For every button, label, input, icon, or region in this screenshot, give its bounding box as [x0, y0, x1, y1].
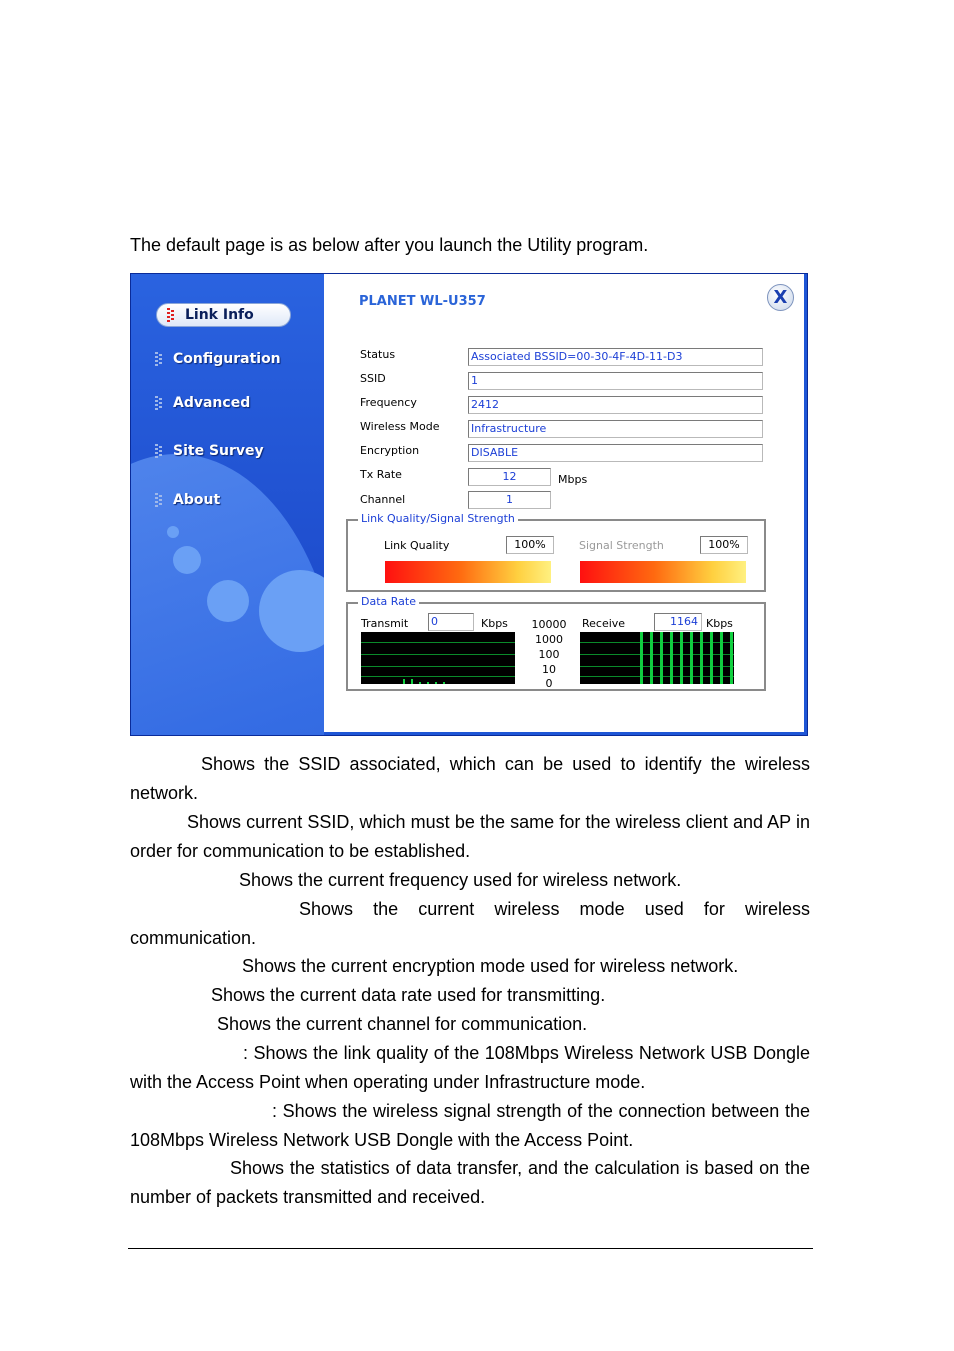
close-button[interactable]: [767, 284, 794, 311]
scale-label: 1000: [535, 633, 563, 646]
signal-strength-bar: [580, 561, 746, 583]
nav-bars-icon: [155, 493, 165, 507]
footer-divider: [128, 1248, 813, 1249]
graph-gridline: [361, 642, 515, 643]
graph-bar: [660, 632, 663, 684]
description-text: Shows the statistics of data transfer, and the calculation is based on the number of packets transmitted and received.: [130, 1158, 810, 1207]
graph-gridline: [361, 666, 515, 667]
sidebar-item-about[interactable]: [155, 492, 220, 508]
tx-rate-label: Tx Rate: [360, 468, 402, 481]
frequency-label: Frequency: [360, 396, 417, 409]
nav-bars-icon: [155, 352, 165, 366]
bubble-decoration: [173, 546, 201, 574]
status-label: Status: [360, 348, 396, 361]
encryption-value: DISABLE: [468, 444, 763, 462]
description-status: [130, 750, 810, 808]
receive-unit: Kbps: [706, 617, 733, 630]
description-text: Shows the SSID associated, which can be used to identify the wireless network.: [130, 754, 810, 803]
status-value: Associated BSSID=00-30-4F-4D-11-D3: [468, 348, 763, 366]
channel-value: 1: [468, 491, 551, 509]
encryption-label: Encryption: [360, 444, 420, 457]
scale-label: 10000: [531, 618, 567, 631]
graph-bar: [443, 682, 445, 684]
sidebar-item-label: Site Survey: [173, 443, 264, 459]
sidebar: [131, 274, 324, 736]
sidebar-item-label: About: [173, 492, 221, 508]
nav-bars-icon: [155, 396, 165, 410]
description-data-rate: [130, 1154, 810, 1212]
graph-bar: [720, 632, 723, 684]
link-info-panel: [324, 274, 804, 732]
scale-label: 0: [545, 677, 553, 690]
link-quality-value: 100%: [506, 536, 554, 554]
utility-window: [130, 273, 808, 736]
description-encryption: [130, 952, 810, 981]
channel-label: Channel: [360, 493, 406, 506]
tx-rate-unit: Mbps: [558, 473, 588, 486]
link-quality-group-title: Link Quality/Signal Strength: [358, 512, 518, 525]
receive-value: 1164: [654, 613, 702, 631]
receive-label: Receive: [582, 617, 626, 630]
bubble-decoration: [207, 580, 249, 622]
wireless-mode-label: Wireless Mode: [360, 420, 440, 433]
graph-bar: [427, 682, 429, 684]
nav-bars-icon: [155, 444, 165, 458]
data-rate-group-title: Data Rate: [358, 595, 419, 608]
signal-strength-value: 100%: [700, 536, 748, 554]
signal-strength-label: Signal Strength: [579, 539, 664, 552]
nav-bars-icon: [167, 308, 177, 322]
description-tx-rate: [130, 981, 810, 1010]
sidebar-item-label: Link Info: [185, 307, 254, 323]
graph-bar: [411, 679, 413, 684]
graph-bar: [730, 632, 733, 684]
wireless-mode-value: Infrastructure: [468, 420, 763, 438]
link-quality-group: [346, 512, 766, 592]
sidebar-item-site-survey[interactable]: [155, 443, 264, 459]
graph-gridline: [361, 676, 515, 677]
ssid-label: SSID: [360, 372, 386, 385]
graph-bar: [710, 632, 713, 684]
ssid-value: 1: [468, 372, 763, 390]
transmit-label: Transmit: [361, 617, 409, 630]
description-frequency: [130, 866, 810, 895]
graph-bar: [419, 682, 421, 684]
description-ssid: [130, 808, 810, 866]
graph-bar: [403, 679, 405, 684]
graph-gridline: [361, 654, 515, 655]
transmit-graph: [361, 632, 515, 684]
description-channel: [130, 1010, 810, 1039]
receive-graph: [580, 632, 734, 684]
transmit-unit: Kbps: [481, 617, 508, 630]
description-text: Shows the current wireless mode used for wireless communication.: [130, 899, 810, 948]
description-text: Shows the current frequency used for wireless network.: [239, 870, 682, 890]
sidebar-item-link-info[interactable]: [156, 303, 291, 327]
description-link-quality: [130, 1039, 810, 1097]
scale-label: 100: [538, 648, 560, 661]
graph-bar: [650, 632, 653, 684]
sidebar-item-advanced[interactable]: [155, 395, 250, 411]
graph-bar: [680, 632, 683, 684]
description-text: : Shows the wireless signal strength of the connection between the 108Mbps Wireless Network USB Dongle with the Access Point.: [130, 1101, 810, 1150]
description-wireless-mode: [130, 895, 810, 953]
tx-rate-value: 12: [468, 468, 551, 486]
description-text: Shows the current data rate used for transmitting.: [211, 985, 606, 1005]
description-text: Shows the current channel for communication.: [217, 1014, 588, 1034]
sidebar-item-label: Configuration: [173, 351, 281, 367]
transmit-value: 0: [428, 613, 474, 631]
sidebar-item-configuration[interactable]: [155, 351, 281, 367]
graph-bar: [690, 632, 693, 684]
graph-bar: [700, 632, 703, 684]
app-title: PLANET WL-U357: [359, 294, 486, 309]
link-quality-bar: [385, 561, 551, 583]
graph-bar: [435, 682, 437, 684]
description-signal-strength: [130, 1097, 810, 1155]
graph-bar: [640, 632, 643, 684]
close-icon: X: [773, 287, 788, 308]
frequency-value: 2412: [468, 396, 763, 414]
data-rate-group: [346, 595, 766, 691]
link-quality-label: Link Quality: [384, 539, 450, 552]
description-text: : Shows the link quality of the 108Mbps Wireless Network USB Dongle with the Access Point when operating under Infrastructure mode.: [130, 1043, 810, 1092]
intro-text: The default page is as below after you launch the Utility program.: [130, 235, 649, 255]
bubble-decoration: [167, 526, 179, 538]
description-text: Shows the current encryption mode used for wireless network.: [242, 956, 739, 976]
description-text: Shows current SSID, which must be the same for the wireless client and AP in order for communication to be established.: [130, 812, 810, 861]
scale-label: 10: [542, 663, 556, 676]
sidebar-item-label: Advanced: [173, 395, 251, 411]
graph-bar: [670, 632, 673, 684]
